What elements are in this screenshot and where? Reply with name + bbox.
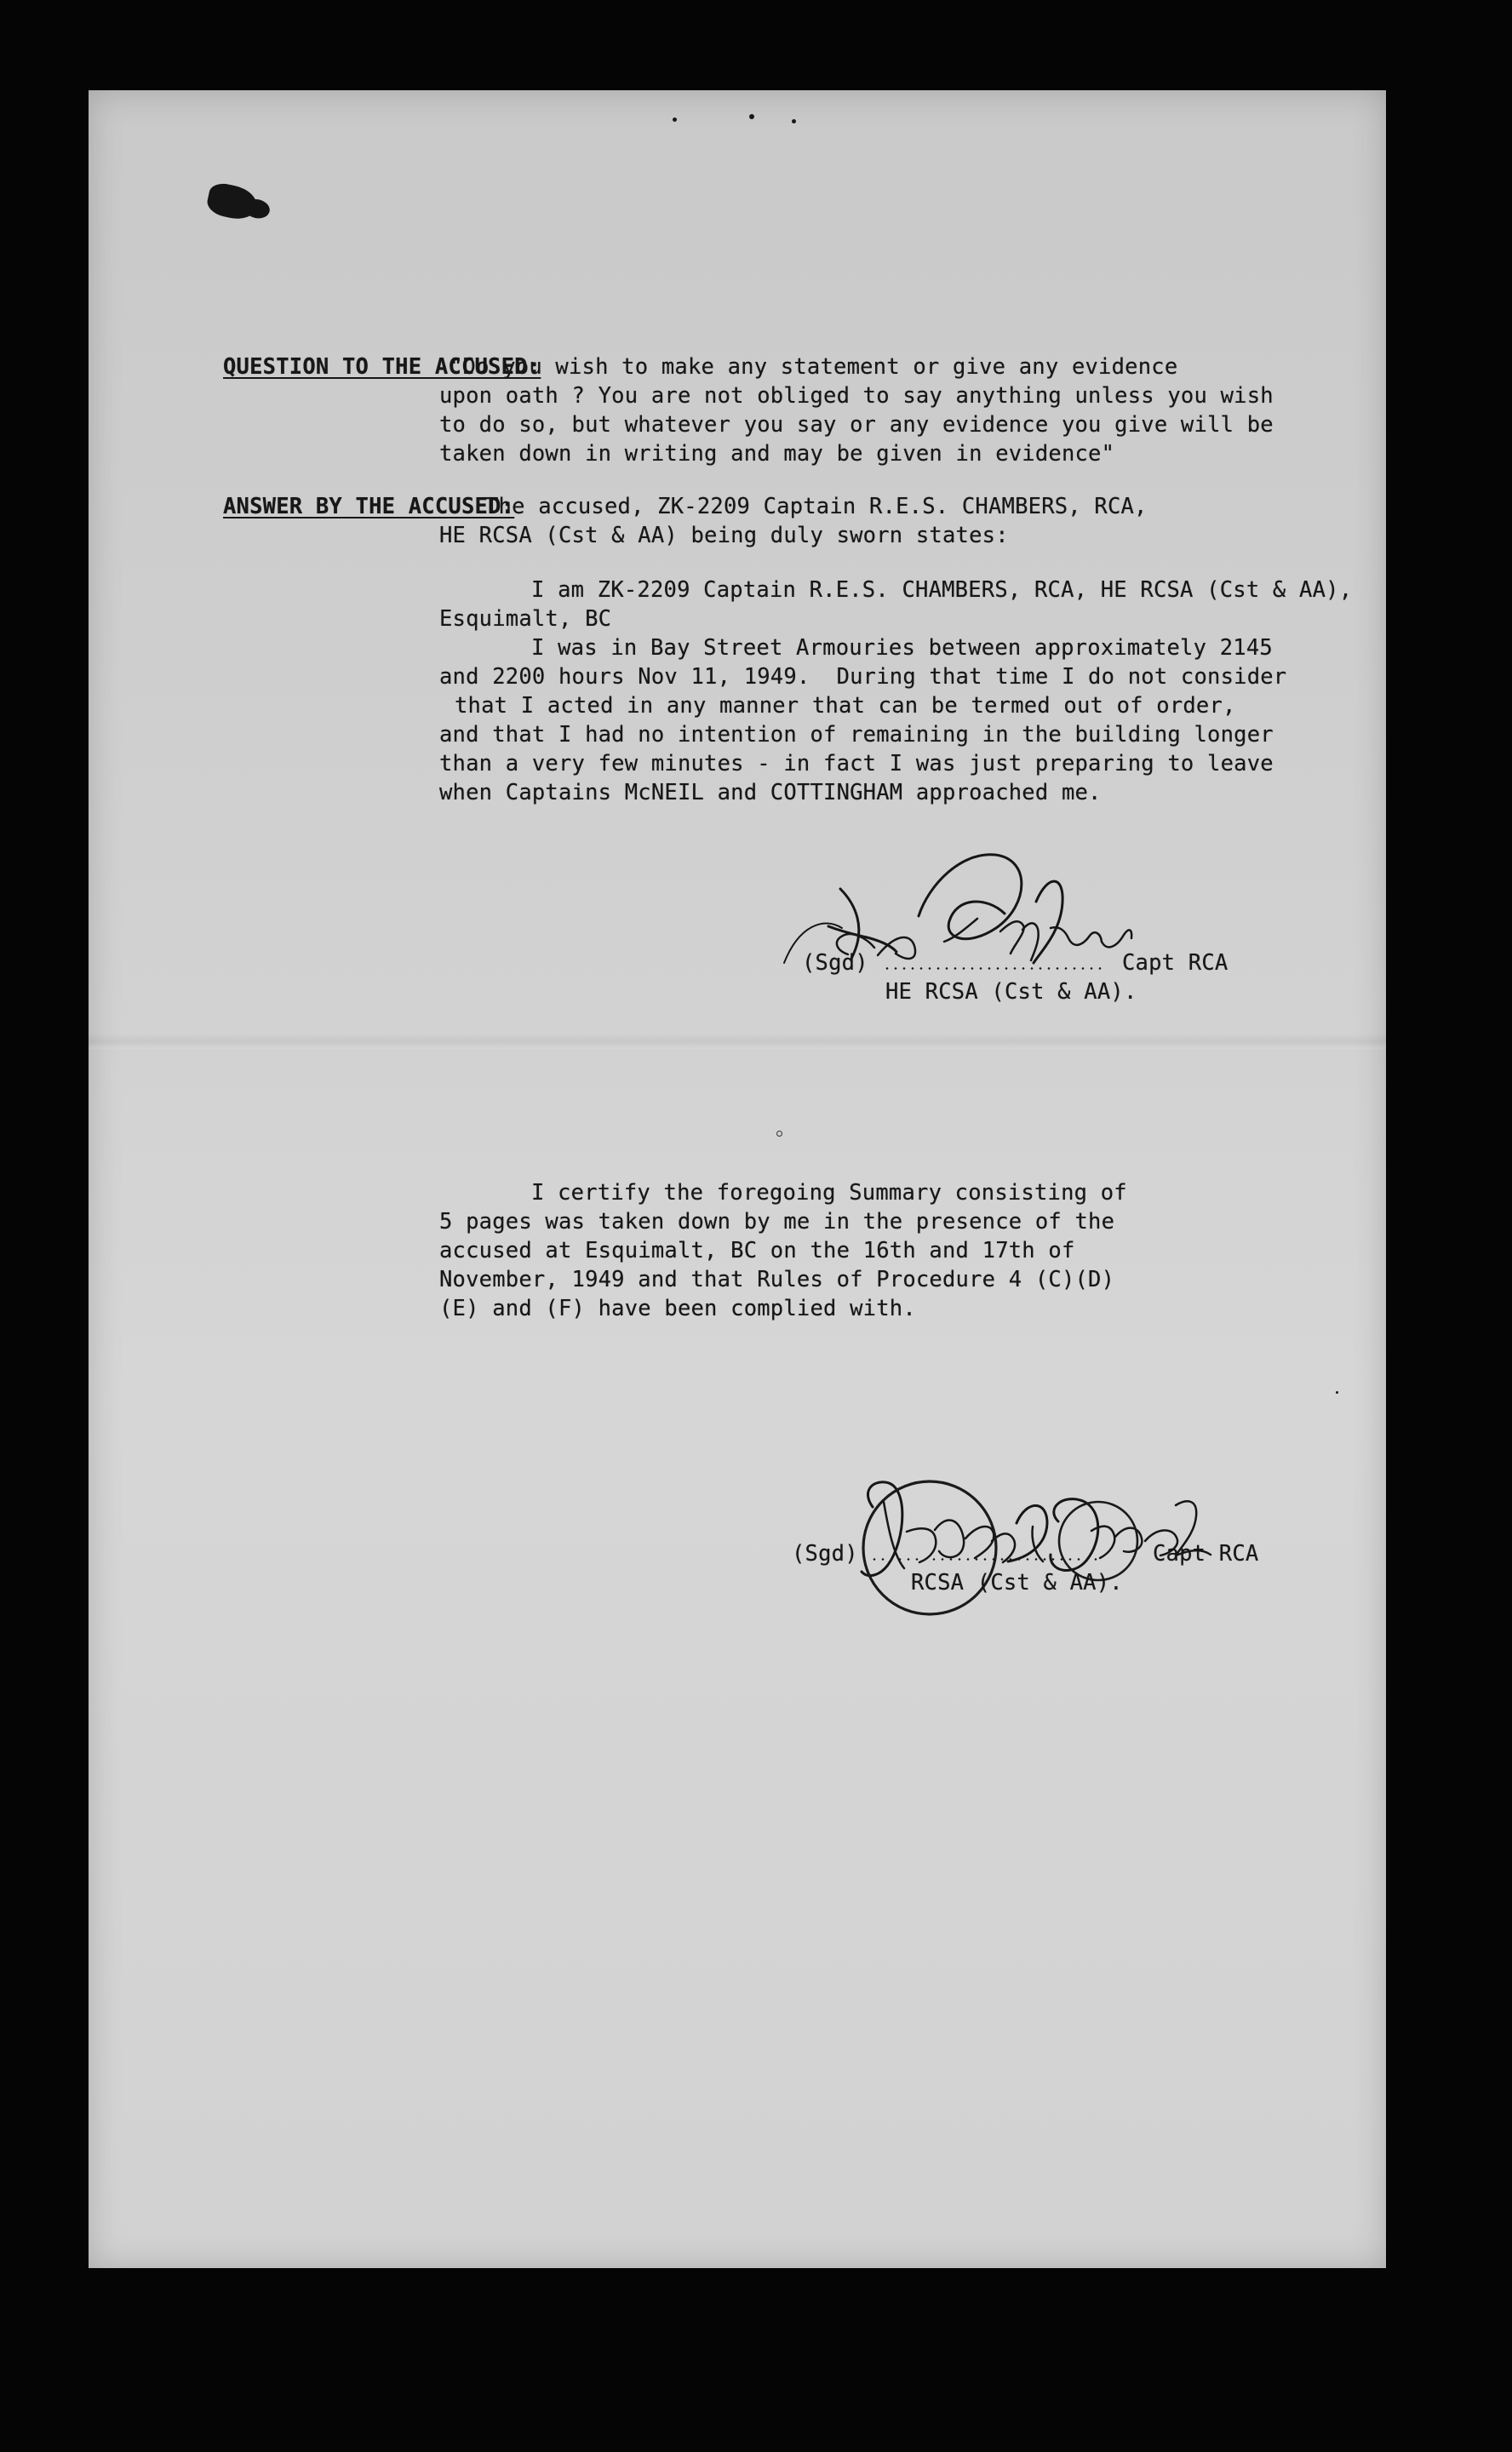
certification-line: (E) and (F) have been complied with.: [439, 1296, 916, 1321]
ink-blot-mark: [205, 180, 261, 222]
certification-line: 5 pages was taken down by me in the presence of the: [439, 1209, 1115, 1235]
statement-line: and that I had no intention of remaining in the building longer: [439, 722, 1274, 748]
small-circle-mark: [776, 1131, 782, 1137]
statement-line: and 2200 hours Nov 11, 1949. During that time I do not consider: [439, 664, 1287, 690]
statement-line: Esquimalt, BC: [439, 606, 612, 632]
second-unit-text: RCSA (Cst & AA).: [911, 1570, 1123, 1596]
statement-line: I was in Bay Street Armouries between approximately 2145: [531, 635, 1273, 661]
statement-line: I am ZK-2209 Captain R.E.S. CHAMBERS, RCA, HE RCSA (Cst & AA),: [531, 577, 1353, 603]
certification-line: November, 1949 and that Rules of Procedure 4 (C)(D): [439, 1267, 1115, 1292]
certification-line: I certify the foregoing Summary consisting of: [531, 1180, 1127, 1206]
second-rank-text: Capt RCA: [1153, 1541, 1259, 1567]
second-signature-dotted-line: [870, 1558, 1100, 1561]
paper-speck: [673, 117, 677, 122]
certification-line: accused at Esquimalt, BC on the 16th and 17th of: [439, 1238, 1075, 1263]
paper-speck: [792, 119, 796, 123]
answer-intro-line: HE RCSA (Cst & AA) being duly sworn states:: [439, 523, 1009, 548]
statement-line: than a very few minutes - in fact I was just preparing to leave: [439, 751, 1274, 776]
question-label: QUESTION TO THE ACCUSED:: [223, 354, 541, 380]
first-rank-text: Capt RCA: [1122, 950, 1228, 976]
statement-line: when Captains McNEIL and COTTINGHAM approached me.: [439, 780, 1102, 805]
second-sgd-label: (Sgd): [792, 1541, 858, 1567]
answer-intro-line: The accused, ZK-2209 Captain R.E.S. CHAMBERS, RCA,: [485, 494, 1148, 519]
answer-label: ANSWER BY THE ACCUSED:: [223, 494, 515, 519]
question-line: taken down in writing and may be given in evidence": [439, 441, 1115, 467]
question-line: to do so, but whatever you say or any evidence you give will be: [439, 412, 1274, 438]
paper-speck: [749, 114, 754, 119]
first-unit-text: HE RCSA (Cst & AA).: [885, 979, 1137, 1005]
question-line: upon oath ? You are not obliged to say anything unless you wish: [439, 383, 1274, 409]
page-fold-shadow: [89, 1034, 1386, 1049]
statement-line: that I acted in any manner that can be termed out of order,: [455, 693, 1236, 719]
first-signature-dotted-line: [883, 967, 1104, 970]
first-sgd-label: (Sgd): [802, 950, 868, 976]
question-line: "Do you wish to make any statement or give any evidence: [450, 354, 1178, 380]
paper-page: [89, 90, 1386, 2268]
paper-speck: [1336, 1391, 1338, 1394]
